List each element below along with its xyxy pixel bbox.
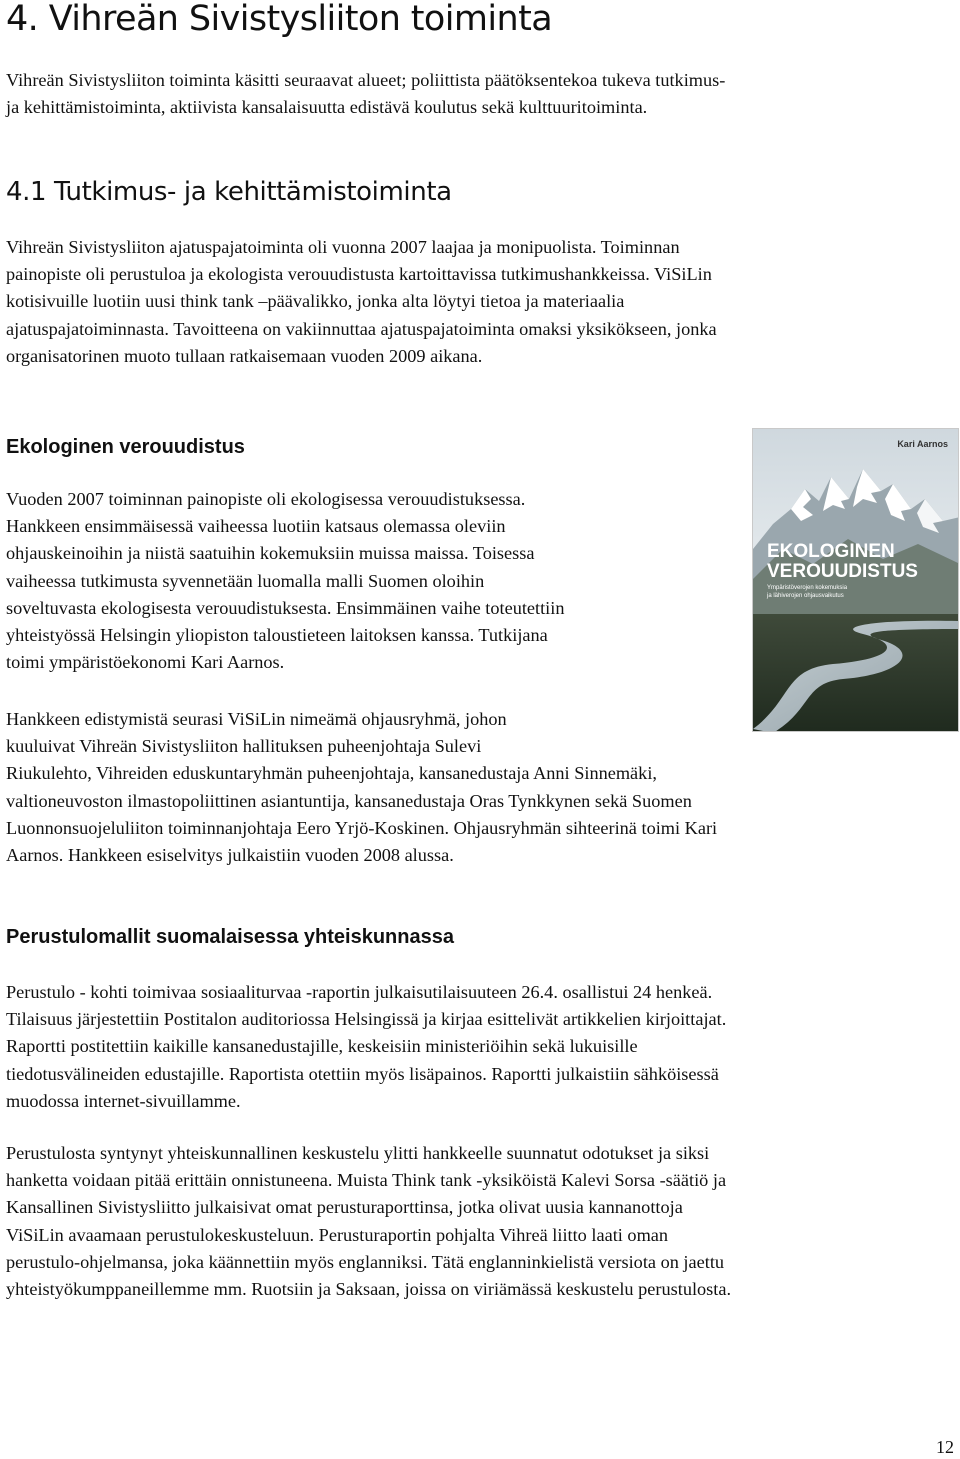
- text-line: Hankkeen edistymistä seurasi ViSiLin nimeämä ohjausryhmä, johon: [6, 709, 507, 729]
- ecological-paragraph-1: [6, 486, 564, 676]
- section-heading-research: 4.1 Tutkimus- ja kehittämistoiminta: [6, 177, 452, 207]
- text-line: yhteistyökumppaneillemme mm. Ruotsiin ja Saksaan, joissa on viriämässä keskustelu perustulosta.: [6, 1279, 732, 1300]
- book-author: Kari Aarnos: [897, 439, 948, 449]
- text-line: Tilaisuus järjestettiin Postitalon auditoriossa Helsingissä ja kirjaa esittelivät artikkelien kirjoittajat.: [6, 1009, 727, 1030]
- text-line: ja kehittämistoiminta, aktiivista kansalaisuutta edistävä koulutus sekä kulttuuritoiminta.: [6, 97, 648, 118]
- research-paragraph: [6, 234, 717, 370]
- text-line: tiedotusvälineiden edustajille. Raportista otettiin myös lisäpainos. Raportti julkaistiin sähköisessä: [6, 1063, 719, 1084]
- text-line: toimi ympäristöekonomi Kari Aarnos.: [6, 652, 285, 673]
- text-line: Vihreän Sivistysliiton ajatuspajatoiminta oli vuonna 2007 laajaa ja monipuolista. Toiminnan: [6, 237, 680, 257]
- page-title: 4. Vihreän Sivistysliiton toiminta: [6, 0, 553, 39]
- basic-income-paragraph-1: [6, 979, 726, 1115]
- text-line: yhteistyössä Helsingin yliopiston taloustieteen laitoksen kanssa. Tutkijana: [6, 625, 548, 646]
- text-line: ohjauskeinoihin ja niistä saatuihin kokemuksiin muissa maissa. Toisessa: [6, 543, 535, 564]
- text-line: muodossa internet-sivuillamme.: [6, 1090, 241, 1111]
- text-line: painopiste oli perustuloa ja ekologista verouudistusta kartoittavissa tutkimushankkeissa. ViSiLin: [6, 264, 712, 285]
- text-line: kotisivuille luotiin uusi think tank –päävalikko, jonka alta löytyi tietoa ja materiaalia: [6, 291, 625, 312]
- ecological-paragraph-2: [6, 706, 717, 869]
- text-line: Vihreän Sivistysliiton toiminta käsitti seuraavat alueet; poliittista päätöksentekoa tukeva tutkimus-: [6, 70, 726, 90]
- text-line: kuuluivat Vihreän Sivistysliiton hallituksen puheenjohtaja Sulevi: [6, 736, 482, 757]
- text-line: Kansallinen Sivistysliitto julkaisivat omat perusturaporttinsa, jotka olivat uusia kannanottoja: [6, 1197, 683, 1218]
- text-line: ajatuspajatoiminnasta. Tavoitteena on vakiinnuttaa ajatuspajatoiminta omaksi yksikökseen, jonka: [6, 318, 717, 339]
- text-line: Perustulo - kohti toimivaa sosiaaliturvaa -raportin julkaisutilaisuuteen 26.4. osallistui 24 henkeä.: [6, 982, 713, 1002]
- text-line: organisatorinen muoto tullaan ratkaisemaan vuoden 2009 aikana.: [6, 345, 483, 366]
- subheading-ecological-tax-reform: Ekologinen verouudistus: [6, 436, 245, 458]
- text-line: soveltuvasta ekologisesta verouudistuksesta. Ensimmäinen vaihe toteutettiin: [6, 597, 565, 618]
- text-line: Perustulosta syntynyt yhteiskunnallinen keskustelu ylitti hankkeelle suunnatut odotukset ja siksi: [6, 1143, 710, 1163]
- book-subtitle-line-2: ja lähiverojen ohjausvaikutus: [767, 593, 844, 599]
- text-line: ViSiLin avaamaan perustulokeskusteluun. Perusturaportin pohjalta Vihreä liitto laati oman: [6, 1224, 669, 1245]
- text-line: hanketta voidaan pitää erittäin onnistuneena. Muista Think tank -yksiköistä Kalevi Sorsa -säätiö ja: [6, 1170, 727, 1191]
- text-line: vaiheessa tutkimusta syvennetään luomalla malli Suomen oloihin: [6, 570, 485, 591]
- text-line: valtioneuvoston ilmastopoliittinen asiantuntija, kansanedustaja Oras Tynkkynen sekä Suomen: [6, 790, 692, 811]
- text-line: perustulo-ohjelmansa, joka käännettiin myös englanniksi. Tätä englanninkielistä versiota on jaettu: [6, 1251, 725, 1272]
- book-title-line-1: EKOLOGINEN: [767, 541, 895, 562]
- text-line: Luonnonsuojeluliiton toiminnanjohtaja Eero Yrjö-Koskinen. Ohjausryhmän sihteerinä toimi Kari: [6, 817, 718, 838]
- book-cover-illustration: [753, 429, 959, 732]
- text-line: Raportti postitettiin kaikille kansanedustajille, keskeisiin ministeriöihin sekä lukuisille: [6, 1036, 638, 1057]
- text-line: Aarnos. Hankkeen esiselvitys julkaistiin vuoden 2008 alussa.: [6, 845, 454, 866]
- subheading-basic-income: Perustulomallit suomalaisessa yhteiskunnassa: [6, 926, 454, 948]
- book-title-line-2: VEROUUDISTUS: [767, 561, 918, 582]
- page-number: 12: [936, 1437, 954, 1457]
- text-line: Riukulehto, Vihreiden eduskuntaryhmän puheenjohtaja, kansanedustaja Anni Sinnemäki,: [6, 763, 657, 784]
- book-cover-image: [752, 428, 959, 732]
- intro-paragraph: [6, 67, 725, 121]
- text-line: Vuoden 2007 toiminnan painopiste oli ekologisessa verouudistuksessa.: [6, 489, 526, 509]
- basic-income-paragraph-2: [6, 1140, 731, 1303]
- text-line: Hankkeen ensimmäisessä vaiheessa luotiin katsaus olemassa oleviin: [6, 516, 506, 537]
- book-subtitle-line-1: Ympäristöverojen kokemuksia: [767, 585, 848, 591]
